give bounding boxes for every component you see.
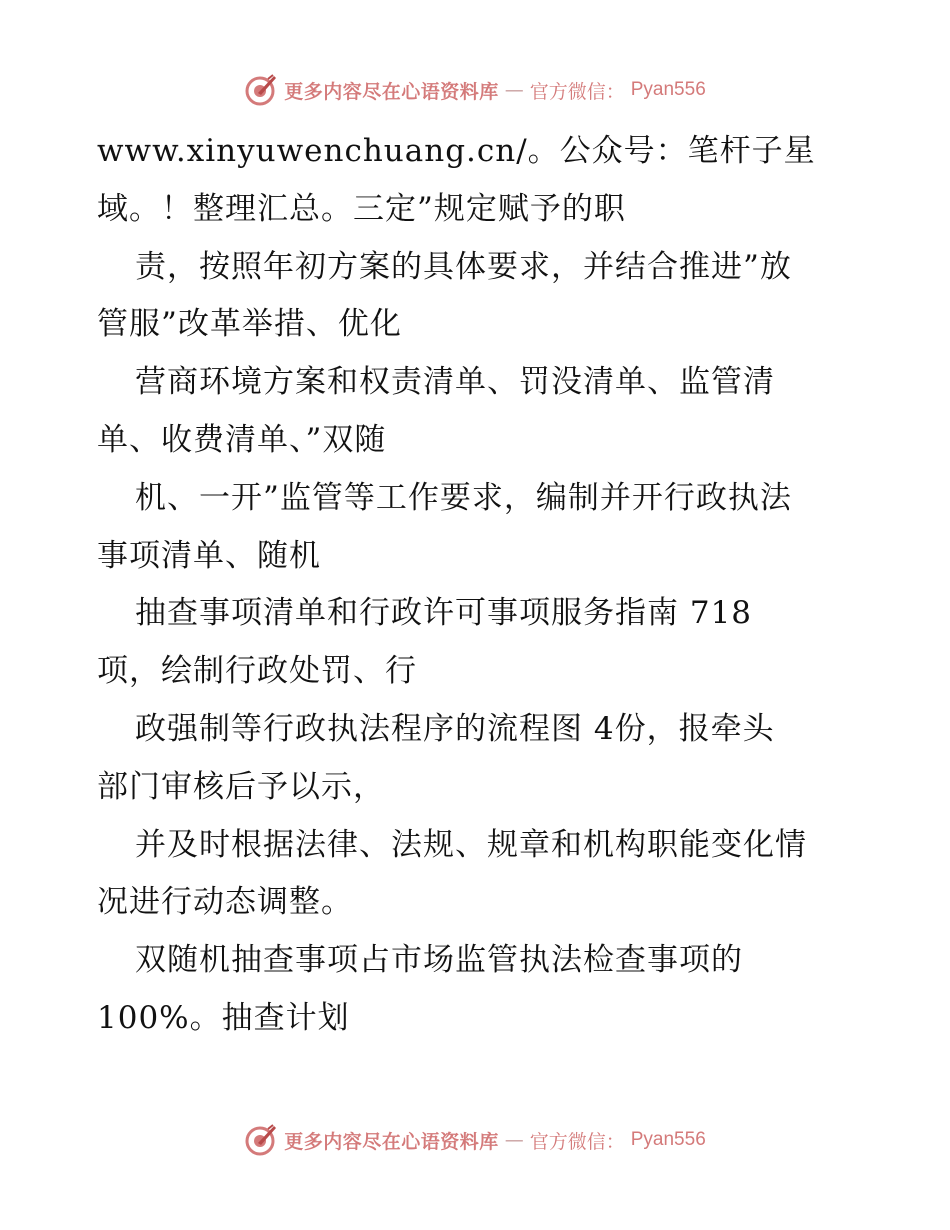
header-banner-dash: —	[504, 79, 524, 101]
header-wechat-label: 官方微信：	[529, 80, 625, 103]
body-line-1: www.xinyuwenchuang.cn/。公众号：笔杆子星	[97, 133, 816, 169]
footer-banner-dash: —	[504, 1129, 524, 1151]
body-line-4: 管服”改革举措、优化	[97, 306, 402, 343]
body-line-7: 机、一开”监管等工作要求，编制并开行政执法	[135, 479, 792, 516]
body-line-9: 抽查事项清单和行政许可事项服务指南 718	[135, 595, 753, 632]
footer-banner-text: 更多内容尽在心语资料库	[284, 1130, 499, 1153]
header-banner-text: 更多内容尽在心语资料库	[284, 80, 499, 103]
body-line-3: 责，按照年初方案的具体要求，并结合推进”放	[135, 248, 792, 285]
footer-banner-inner	[244, 1123, 706, 1157]
quill-logo-icon	[244, 73, 278, 107]
body-line-16: 100%。抽查计划	[97, 999, 350, 1036]
quill-logo-icon	[244, 1123, 278, 1157]
header-wechat-id: Pyan556	[630, 79, 706, 100]
header-banner	[0, 70, 950, 110]
body-line-5: 营商环境方案和权责清单、罚没清单、监管清	[135, 364, 775, 401]
body-line-2: 域。！整理汇总。三定”规定赋予的职	[97, 190, 626, 227]
body-line-15: 双随机抽查事项占市场监管执法检查事项的	[135, 942, 743, 979]
body-line-10: 项，绘制行政处罚、行	[97, 653, 417, 690]
body-line-8: 事项清单、随机	[97, 537, 321, 574]
body-line-11: 政强制等行政执法程序的流程图 4份，报牵头	[135, 710, 775, 747]
footer-banner	[0, 1120, 950, 1160]
body-line-6: 单、收费清单、”双随	[97, 421, 387, 458]
document-body	[97, 123, 877, 1048]
footer-wechat-id: Pyan556	[630, 1129, 706, 1150]
body-line-13: 并及时根据法律、法规、规章和机构职能变化情	[135, 826, 807, 863]
footer-wechat-label: 官方微信：	[529, 1130, 625, 1153]
body-line-14: 况进行动态调整。	[97, 884, 353, 921]
body-line-12: 部门审核后予以示，	[97, 768, 385, 805]
header-banner-inner	[244, 73, 706, 107]
